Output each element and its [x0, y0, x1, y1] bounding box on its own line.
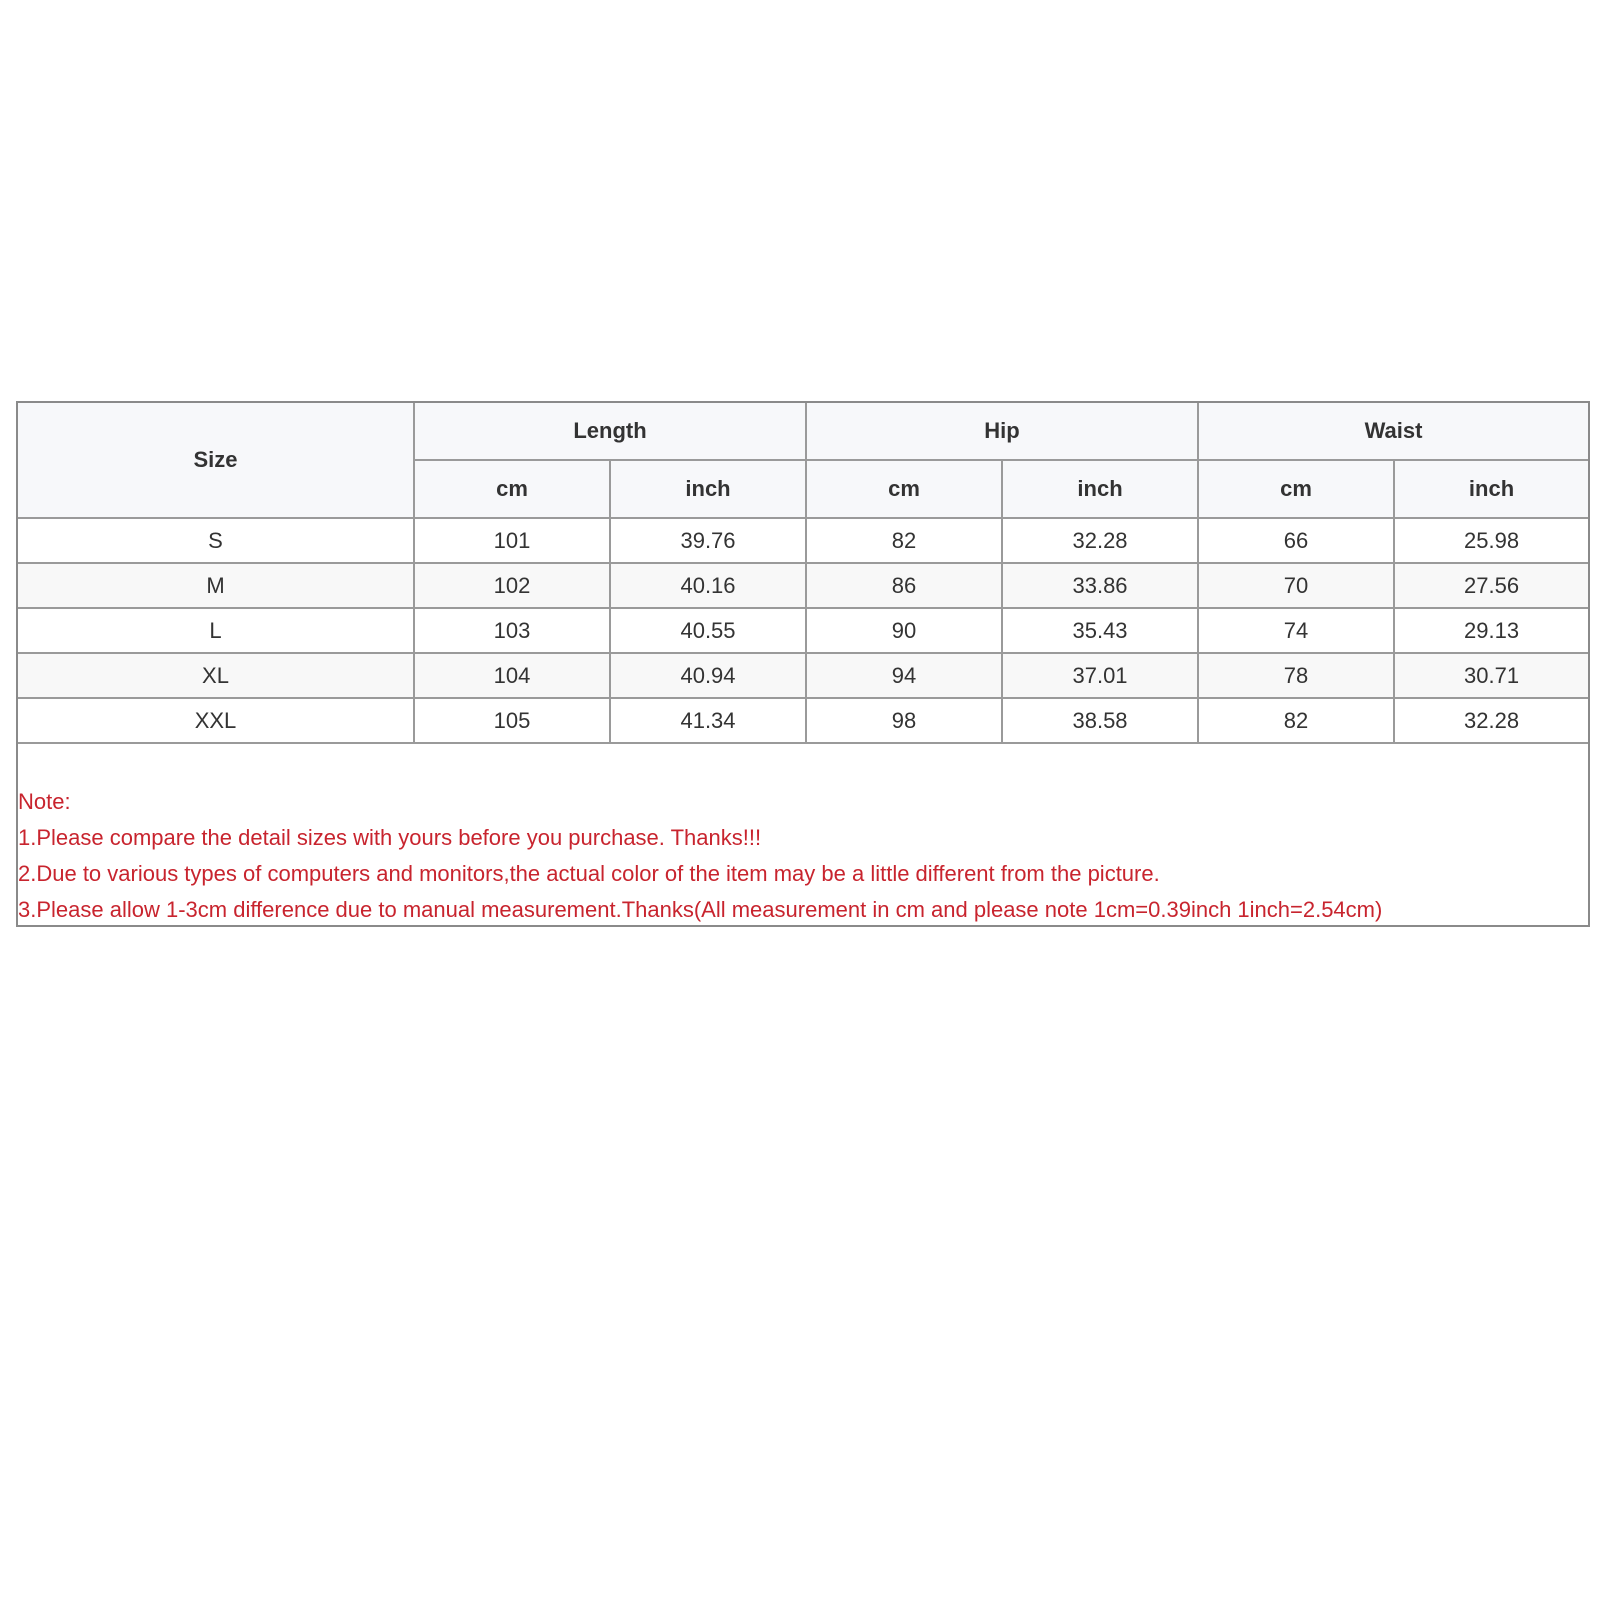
cell-length-cm: 103: [414, 608, 610, 653]
cell-length-inch: 40.94: [610, 653, 806, 698]
header-size: Size: [18, 403, 414, 518]
cell-waist-cm: 82: [1198, 698, 1394, 743]
cell-waist-inch: 30.71: [1394, 653, 1588, 698]
header-length: Length: [414, 403, 806, 460]
cell-length-cm: 102: [414, 563, 610, 608]
table-row: [18, 653, 1588, 698]
note-line-1: 1.Please compare the detail sizes with yours before you purchase. Thanks!!!: [18, 825, 762, 850]
cell-length-inch: 39.76: [610, 518, 806, 563]
header-waist-inch: inch: [1394, 460, 1588, 518]
cell-hip-inch: 32.28: [1002, 518, 1198, 563]
note-title: Note:: [18, 789, 71, 814]
cell-hip-inch: 33.86: [1002, 563, 1198, 608]
cell-size: S: [18, 518, 414, 563]
cell-size: XL: [18, 653, 414, 698]
cell-hip-cm: 82: [806, 518, 1002, 563]
table-row: [18, 563, 1588, 608]
cell-waist-inch: 32.28: [1394, 698, 1588, 743]
header-waist: Waist: [1198, 403, 1588, 460]
note-line-2: 2.Due to various types of computers and monitors,the actual color of the item may be a little different from the picture.: [18, 861, 1160, 886]
cell-size: XXL: [18, 698, 414, 743]
header-hip-inch: inch: [1002, 460, 1198, 518]
size-table: [18, 403, 1588, 744]
note-line-3: 3.Please allow 1-3cm difference due to manual measurement.Thanks(All measurement in cm and please note 1cm=0.39inch 1inch=2.54cm): [18, 897, 1383, 922]
cell-hip-inch: 37.01: [1002, 653, 1198, 698]
table-row: [18, 518, 1588, 563]
cell-waist-inch: 25.98: [1394, 518, 1588, 563]
cell-waist-cm: 70: [1198, 563, 1394, 608]
size-chart: [16, 401, 1590, 927]
header-length-inch: inch: [610, 460, 806, 518]
notes-section: [18, 744, 1588, 928]
cell-hip-cm: 98: [806, 698, 1002, 743]
cell-waist-inch: 27.56: [1394, 563, 1588, 608]
cell-size: M: [18, 563, 414, 608]
cell-waist-cm: 78: [1198, 653, 1394, 698]
cell-length-inch: 41.34: [610, 698, 806, 743]
cell-length-cm: 105: [414, 698, 610, 743]
header-hip: Hip: [806, 403, 1198, 460]
cell-length-cm: 104: [414, 653, 610, 698]
cell-waist-inch: 29.13: [1394, 608, 1588, 653]
cell-waist-cm: 74: [1198, 608, 1394, 653]
cell-hip-cm: 94: [806, 653, 1002, 698]
table-row: [18, 698, 1588, 743]
header-hip-cm: cm: [806, 460, 1002, 518]
header-waist-cm: cm: [1198, 460, 1394, 518]
cell-hip-cm: 86: [806, 563, 1002, 608]
cell-length-inch: 40.55: [610, 608, 806, 653]
header-length-cm: cm: [414, 460, 610, 518]
table-row: [18, 608, 1588, 653]
cell-length-inch: 40.16: [610, 563, 806, 608]
cell-length-cm: 101: [414, 518, 610, 563]
cell-hip-cm: 90: [806, 608, 1002, 653]
group-header-row: [18, 403, 1588, 460]
cell-waist-cm: 66: [1198, 518, 1394, 563]
cell-size: L: [18, 608, 414, 653]
cell-hip-inch: 38.58: [1002, 698, 1198, 743]
cell-hip-inch: 35.43: [1002, 608, 1198, 653]
